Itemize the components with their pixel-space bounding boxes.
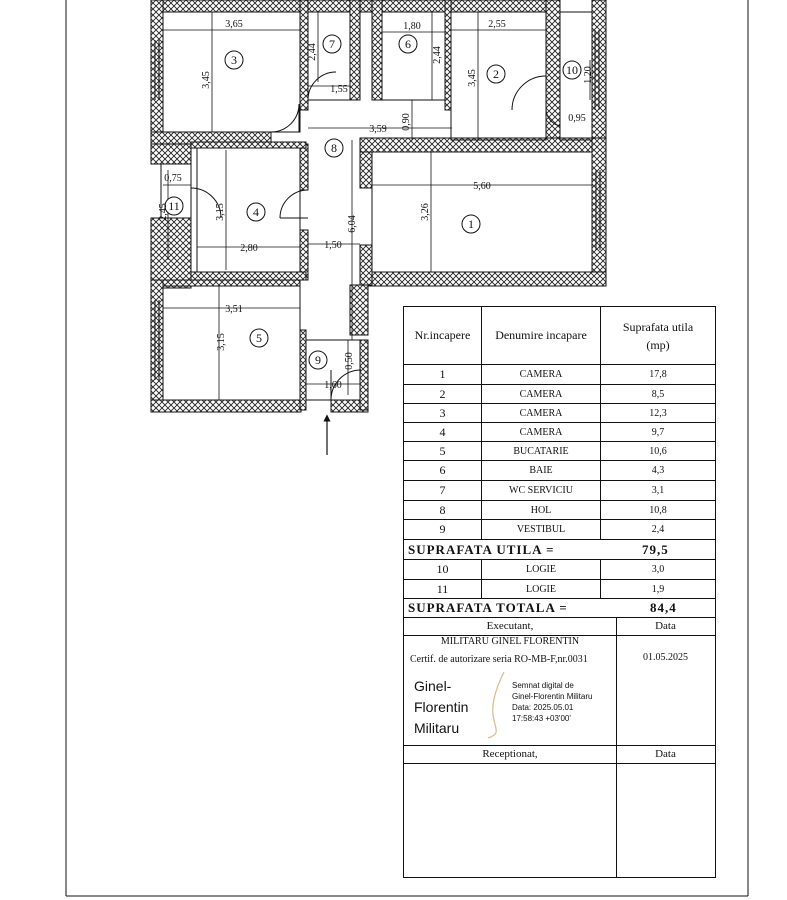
table-row (404, 365, 715, 385)
row-name: CAMERA (482, 423, 601, 441)
row-name: BAIE (482, 461, 601, 480)
row-area: 12,3 (649, 407, 667, 419)
receptionat-block (404, 746, 715, 877)
dim-label: 0,50 (344, 352, 355, 370)
dim-label: 2,55 (488, 19, 506, 30)
row-nr: 11 (404, 580, 482, 598)
room-number-2: 2 (493, 67, 499, 81)
executant-date-cell (616, 618, 715, 745)
executant-name: MILITARU GINEL FLORENTIN (440, 636, 580, 647)
row-name: WC SERVICIU (482, 481, 601, 500)
table-row (404, 442, 715, 461)
signature-name-line2: Florentin (414, 699, 469, 715)
total-utila-label: SUPRAFATA UTILA = (408, 541, 555, 557)
dim-label: 2,44 (432, 46, 443, 64)
total-row (404, 599, 715, 618)
row-nr: 4 (404, 423, 482, 441)
row-nr: 9 (404, 520, 482, 539)
total-label: SUPRAFATA TOTALA = (408, 600, 568, 615)
row-area: 3,1 (651, 485, 665, 496)
executant-cert: Certif. de autorizare seria RO-MB-F,nr.0031 (410, 654, 588, 665)
table-row (404, 404, 715, 423)
room-number-6: 6 (405, 37, 411, 51)
dim-label: 3,59 (369, 124, 387, 135)
table-row (404, 481, 715, 501)
room-number-7: 7 (329, 37, 335, 51)
dim-label: 1,20 (583, 66, 594, 84)
row-area: 10,6 (649, 445, 667, 457)
row-area: 10,8 (649, 504, 667, 516)
table-row (404, 580, 715, 599)
row-area: 17,8 (649, 369, 667, 380)
row-nr: 2 (404, 385, 482, 403)
executant-block (404, 618, 715, 746)
signature-meta-line2: Ginel-Florentin Militaru (512, 692, 593, 701)
row-nr: 6 (404, 461, 482, 480)
dim-label: 2,45 (158, 203, 169, 221)
dim-label: 3,65 (225, 19, 243, 30)
signature-meta-line4: 17:58:43 +03'00' (512, 714, 571, 723)
table-row (404, 461, 715, 481)
room-number-10: 10 (566, 63, 578, 77)
receptionat-cell (404, 746, 617, 877)
row-name: HOL (482, 501, 601, 519)
row-name: CAMERA (482, 404, 601, 422)
room-number-5: 5 (256, 331, 262, 345)
table-row (404, 501, 715, 520)
dim-label: 1,60 (324, 380, 342, 391)
row-area: 9,7 (651, 426, 665, 438)
signature-meta-line1: Semnat digital de (512, 681, 574, 690)
dim-label: 0,90 (401, 113, 412, 131)
executant-label: Executant, (404, 618, 616, 636)
dim-label: 6,04 (347, 215, 358, 233)
row-name: LOGIE (482, 560, 601, 579)
row-name: VESTIBUL (482, 520, 601, 539)
signature-name (414, 676, 468, 739)
row-name: LOGIE (482, 580, 601, 598)
signature-meta (512, 680, 592, 724)
row-nr: 1 (404, 365, 482, 384)
receptionat-date-cell (616, 746, 715, 877)
room-number-11: 11 (168, 199, 180, 213)
signature-name-line1: Ginel- (414, 678, 452, 694)
dim-label: 3,15 (215, 203, 226, 221)
dim-label: 5,60 (473, 181, 491, 192)
area-table (403, 306, 716, 878)
dim-label: 3,51 (225, 304, 243, 315)
header-area-line2: (mp) (646, 337, 670, 352)
dim-label: 1,50 (324, 240, 342, 251)
row-name: CAMERA (482, 365, 601, 384)
table-row (404, 560, 715, 580)
room-number-8: 8 (331, 141, 337, 155)
row-name: BUCATARIE (482, 442, 601, 460)
row-nr: 7 (404, 481, 482, 500)
row-area: 2,4 (651, 524, 665, 535)
receptionat-date-label: Data (616, 746, 715, 764)
dim-label: 2,44 (307, 43, 318, 61)
row-nr: 3 (404, 404, 482, 422)
table-row (404, 385, 715, 404)
row-area: 3,0 (651, 564, 665, 575)
dim-label: 0,75 (164, 173, 182, 184)
table-row (404, 520, 715, 540)
dim-label: 3,45 (467, 69, 478, 87)
room-number-1: 1 (468, 217, 474, 231)
executant-cell (404, 618, 617, 745)
room-number-9: 9 (315, 353, 321, 367)
dim-label: 2,80 (240, 243, 258, 254)
header-name: Denumire incapare (482, 307, 601, 364)
dim-label: 3,15 (216, 333, 227, 351)
signature-mark (484, 668, 514, 740)
dim-label: 1,80 (403, 21, 421, 32)
row-area: 1,9 (651, 583, 665, 595)
dim-label: 3,26 (420, 203, 431, 221)
room-number-4: 4 (253, 205, 259, 219)
row-nr: 8 (404, 501, 482, 519)
row-area: 8,5 (651, 388, 665, 400)
row-nr: 10 (404, 560, 482, 579)
total-utila-row (404, 540, 715, 560)
signature-meta-line3: Data: 2025.05.01 (512, 703, 574, 712)
dim-label: 3,45 (201, 71, 212, 89)
dim-label: 0,95 (568, 113, 586, 124)
dim-label: 1,55 (330, 84, 348, 95)
header-area (601, 307, 715, 364)
receptionat-label: Receptionat, (404, 746, 616, 764)
executant-date-label: Data (616, 618, 715, 636)
room-number-3: 3 (231, 53, 237, 67)
executant-date: 01.05.2025 (643, 652, 688, 663)
row-nr: 5 (404, 442, 482, 460)
table-row (404, 423, 715, 442)
signature-name-line3: Militaru (414, 720, 460, 736)
header-area-line1: Suprafata utila (622, 319, 694, 334)
row-area: 4,3 (651, 465, 665, 476)
table-header-row (404, 307, 715, 365)
header-nr: Nr.incapere (404, 307, 482, 364)
total-utila-value: 79,5 (642, 541, 669, 557)
total-value: 84,4 (650, 600, 677, 615)
row-name: CAMERA (482, 385, 601, 403)
